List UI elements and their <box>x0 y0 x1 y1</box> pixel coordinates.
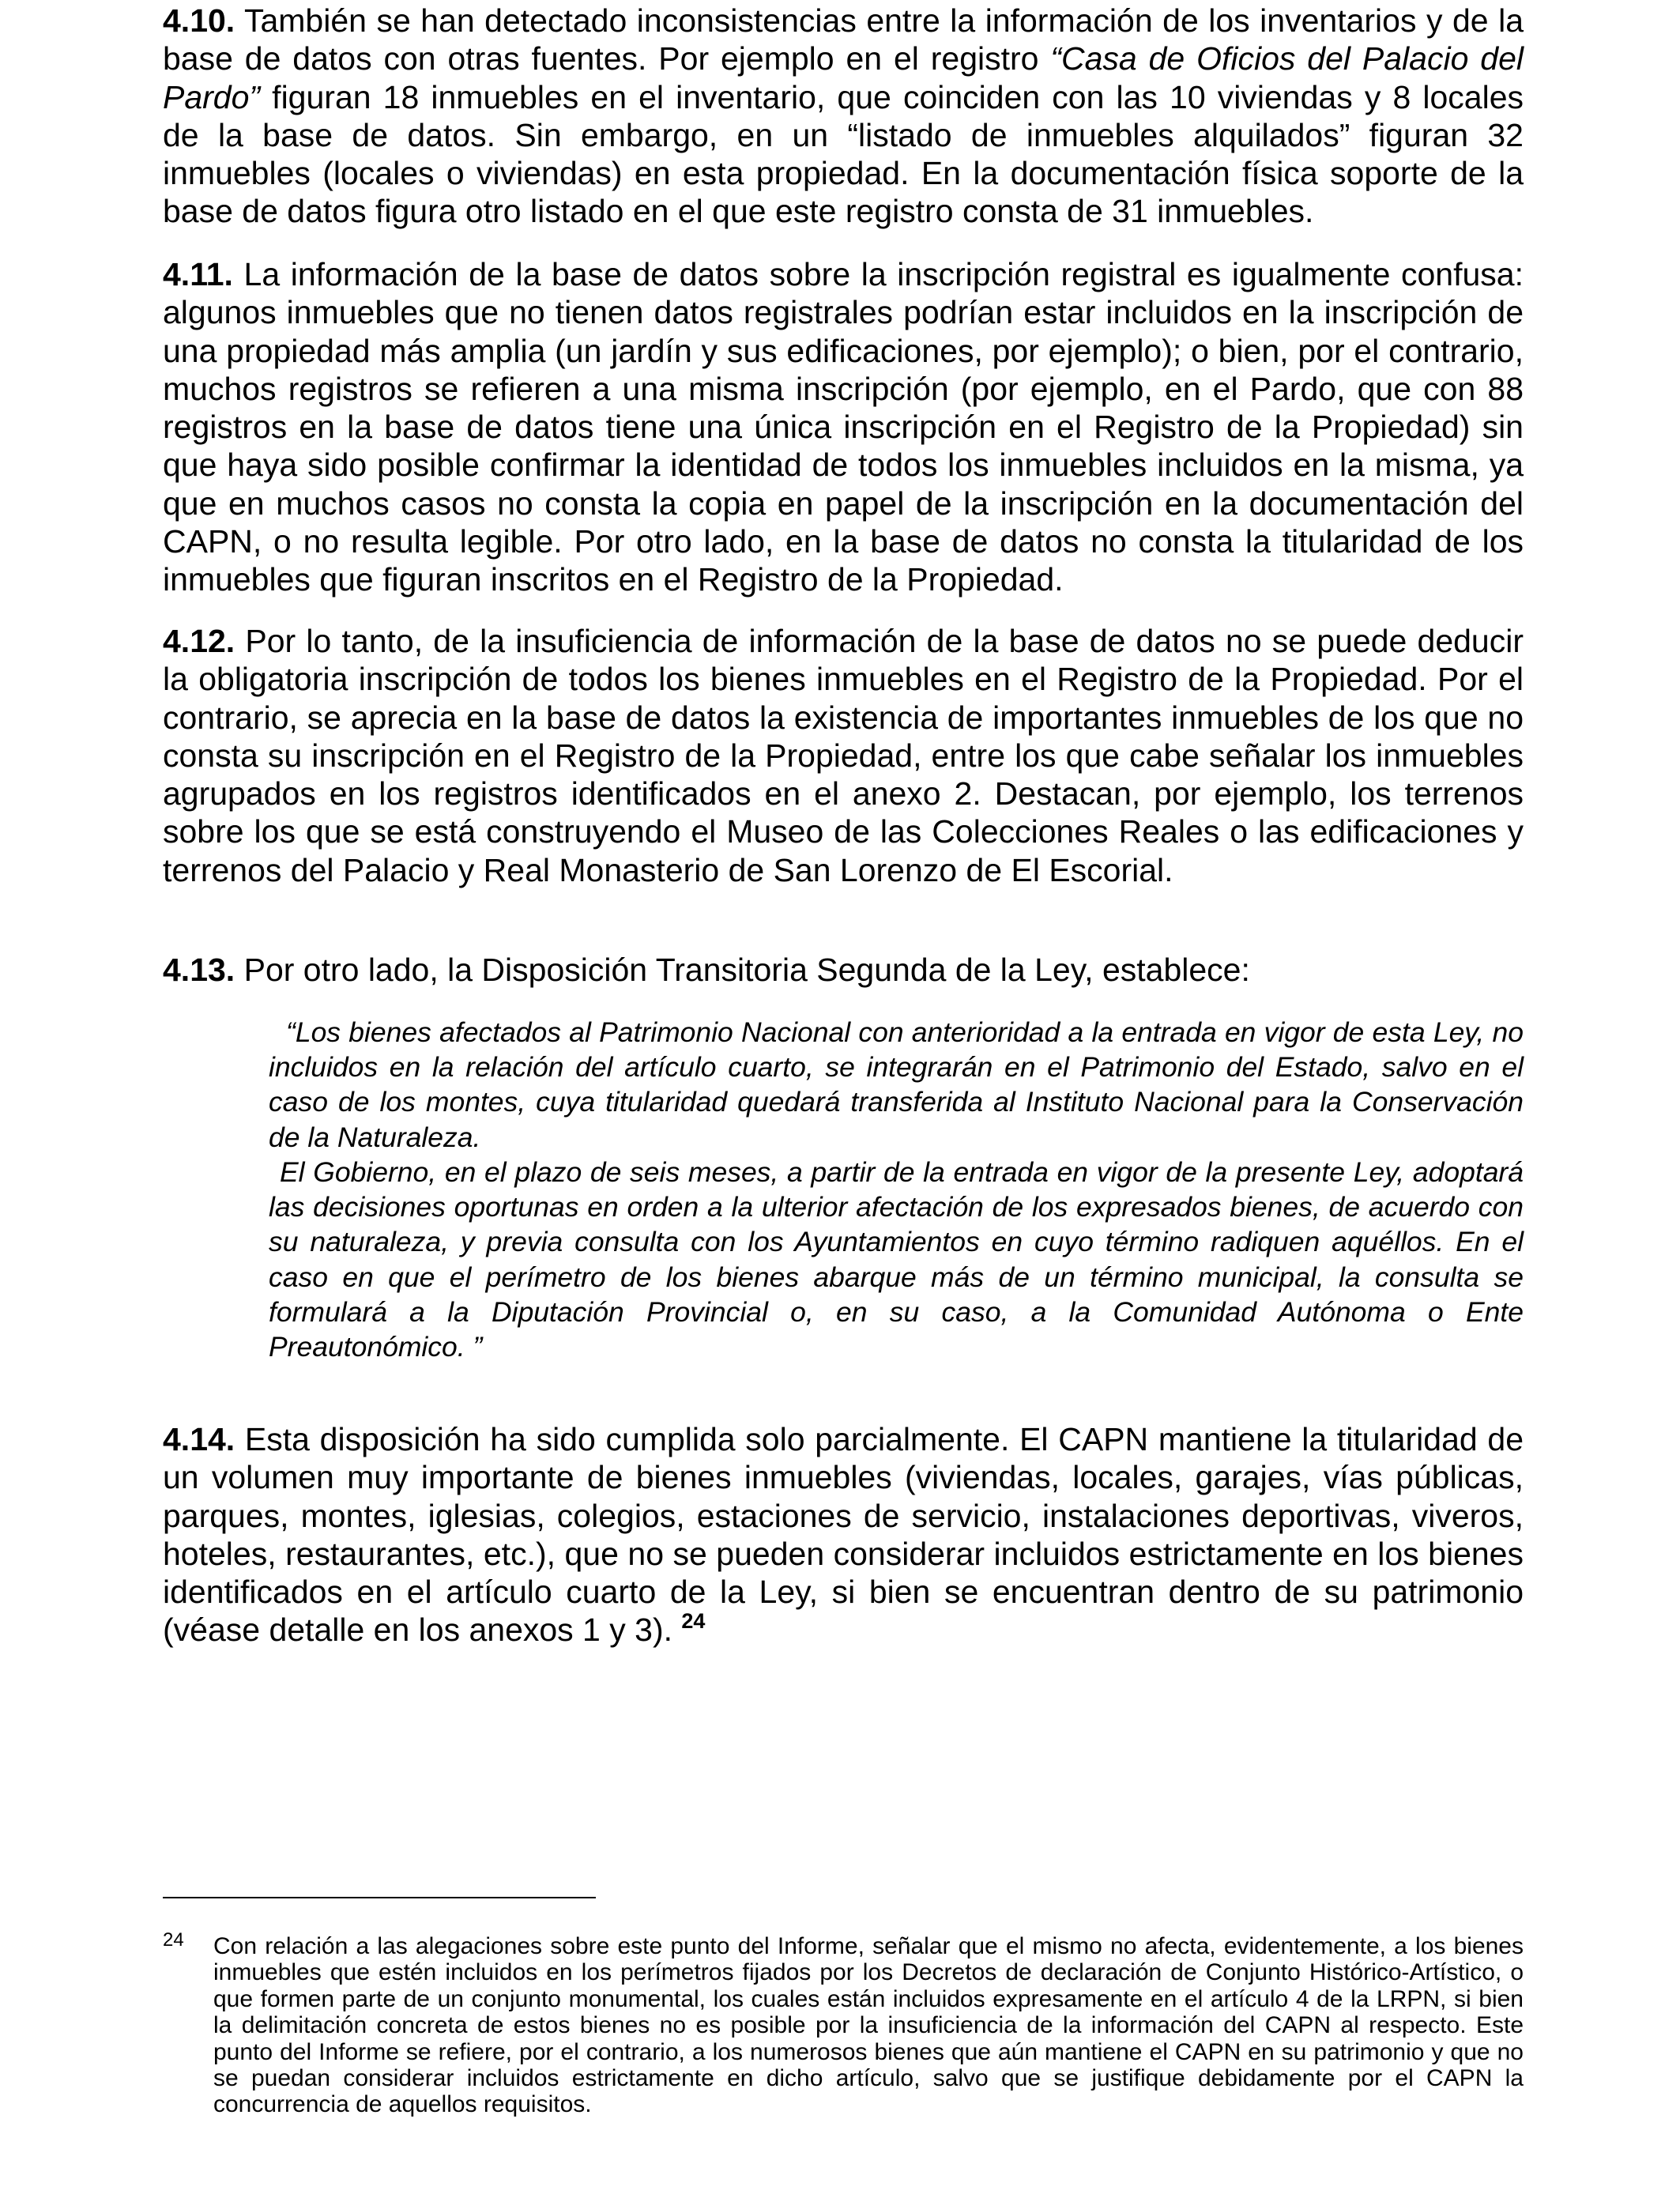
paragraph-text: La información de la base de datos sobre la inscripción registral es igualmente confusa: algunos inmuebles que no tienen datos registrales podrían estar incluidos en la inscripción de una propiedad más amplia (un jardín y sus edificaciones, por ejemplo); o bien, por el contrario, muchos registros se refieren a una misma inscripción (por ejemplo, en el Pardo, que con 88 registros en la base de datos tiene una única inscripción en el Registro de la Propiedad) sin que haya sido posible confirmar la identidad de todos los inmuebles incluidos en la misma, ya que en muchos casos no consta la copia en papel de la inscripción en la documentación del CAPN, o no resulta legible. Por otro lado, en la base de datos no consta la titularidad de los inmuebles que figuran inscritos en el Registro de la Propiedad. <box>163 256 1524 598</box>
paragraph-number: 4.13. <box>163 952 235 988</box>
paragraph-text: También se han detectado inconsistencias entre la información de los inventarios y de la base de datos con otras fuentes. Por ejemplo en el registro <box>163 2 1524 77</box>
paragraph-number: 4.14. <box>163 1421 235 1457</box>
paragraph-4-10 <box>163 2 1524 231</box>
paragraph-number: 4.11. <box>163 256 233 292</box>
paragraph-text: figuran 18 inmuebles en el inventario, que coinciden con las 10 viviendas y 8 locales de la base de datos. Sin embargo, en un “listado de inmuebles alquilados” figuran 32 inmuebles (locales o viviendas) en esta propiedad. En la documentación física soporte de la base de datos figura otro listado en el que este registro consta de 31 inmuebles. <box>163 78 1524 230</box>
paragraph-number: 4.10. <box>163 2 235 39</box>
paragraph-4-11 <box>163 255 1524 599</box>
paragraph-text: Por otro lado, la Disposición Transitoria Segunda de la Ley, establece: <box>235 952 1250 988</box>
paragraph-4-13 <box>163 951 1524 989</box>
footnote-reference[interactable]: 24 <box>681 1609 706 1634</box>
footnote-number: 24 <box>163 1929 184 1951</box>
quote-paragraph-2: El Gobierno, en el plazo de seis meses, a partir de la entrada en vigor de la presente Ley, adoptará las decisiones oportunas en orden a la ulterior afectación de los expresados bienes, de acuerdo con su naturaleza, y previa consulta con los Ayuntamientos en cuyo término radiquen aquéllos. En el caso en que el perímetro de los bienes abarque más de un término municipal, la consulta se formulará a la Diputación Provincial o, en su caso, a la Comunidad Autónoma o Ente Preautonómico. ” <box>269 1156 1524 1363</box>
paragraph-text: Esta disposición ha sido cumplida solo parcialmente. El CAPN mantiene la titularidad de un volumen muy importante de bienes inmuebles (viviendas, locales, garajes, vías públicas, parques, montes, iglesias, colegios, estaciones de servicio, instalaciones deportivas, viveros, hoteles, restaurantes, etc.), que no se pueden considerar incluidos estrictamente en los bienes identificados en el artículo cuarto de la Ley, si bien se encuentran dentro de su patrimonio (véase detalle en los anexos 1 y 3). <box>163 1421 1524 1649</box>
quote-paragraph-1: “Los bienes afectados al Patrimonio Nacional con anterioridad a la entrada en vigor de esta Ley, no incluidos en la relación del artículo cuarto, se integrarán en el Patrimonio del Estado, salvo en el caso de los montes, cuya titularidad quedará transferida al Instituto Nacional para la Conservación de la Naturaleza. <box>269 1016 1524 1153</box>
paragraph-italic-text: “Casa de Oficios del Palacio del Pardo” <box>163 40 1524 115</box>
paragraph-4-12 <box>163 622 1524 889</box>
paragraph-4-14 <box>163 1420 1524 1653</box>
footnote-separator <box>163 1897 596 1898</box>
paragraph-number: 4.12. <box>163 623 235 659</box>
footnote-text: Con relación a las alegaciones sobre este punto del Informe, señalar que el mismo no afecta, evidentemente, a los bienes inmuebles que estén incluidos en los perímetros fijados por los Decretos de declaración de Conjunto Histórico-Artístico, o que formen parte de un conjunto monumental, los cuales están incluidos expresamente en el artículo 4 de la LRPN, si bien la delimitación concreta de estos bienes no es posible por la insuficiencia de la información del CAPN al respecto. Este punto del Informe se refiere, por el contrario, a los numerosos bienes que aún mantiene el CAPN en su patrimonio y que no se puedan considerar incluidos estrictamente en dicho artículo, salvo que se justifique debidamente por el CAPN la concurrencia de aquellos requisitos. <box>213 1933 1524 2118</box>
paragraph-text: Por lo tanto, de la insuficiencia de información de la base de datos no se puede deducir la obligatoria inscripción de todos los bienes inmuebles en el Registro de la Propiedad. Por el contrario, se aprecia en la base de datos la existencia de importantes inmuebles de los que no consta su inscripción en el Registro de la Propiedad, entre los que cabe señalar los inmuebles agrupados en los registros identificados en el anexo 2. Destacan, por ejemplo, los terrenos sobre los que se está construyendo el Museo de las Colecciones Reales o las edificaciones y terrenos del Palacio y Real Monasterio de San Lorenzo de El Escorial. <box>163 623 1524 888</box>
